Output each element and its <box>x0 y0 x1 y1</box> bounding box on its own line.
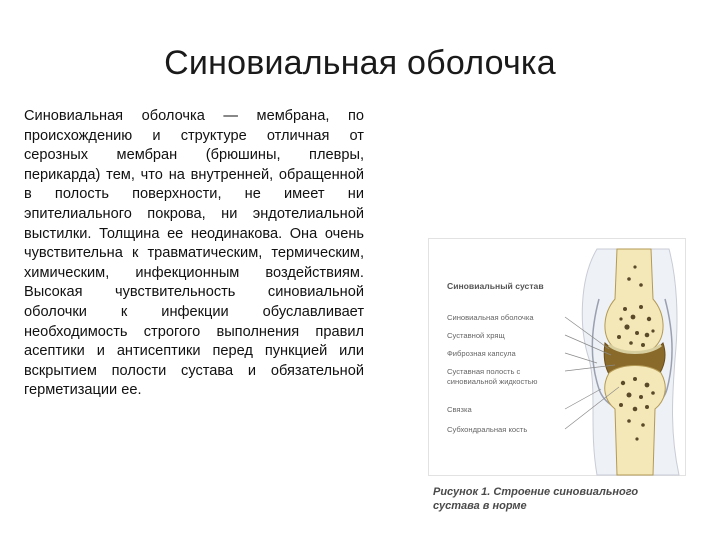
label-articular-cartilage: Суставной хрящ <box>447 331 505 340</box>
figure-header: Синовиальный сустав <box>447 281 544 291</box>
label-synovial-membrane: Синовиальная оболочка <box>447 313 534 322</box>
label-subchondral-bone: Субхондральная кость <box>447 425 528 434</box>
label-fibrous-capsule: Фиброзная капсула <box>447 349 516 358</box>
label-ligament: Связка <box>447 405 472 414</box>
body-paragraph: Синовиальная оболочка — мембрана, по происхождению и структуре отличная от серозных мембран (брюшины, плевры, перикарда) тем, что на внутренней, обращенной в полость поверхности, не имеет ни эпителиального покрова, ни эндотелиальной выстилки. Толщина ее неодинакова. Она очень чувствительна к травматическим, термическим, химическим, инфекционным воздействиям. Высокая чувствительность синовиальной оболочки к инфекции обуславливает необходимость строгого выполнения правил асептики и антисептики перед пункцией или вскрытием полости сустава и обязательной герметизации ее. <box>24 108 364 399</box>
slide-title: Синовиальная оболочка <box>164 44 556 82</box>
label-joint-cavity: Суставная полость с синовиальной жидкостью <box>447 367 538 386</box>
joint-figure <box>428 238 686 476</box>
figure-caption: Рисунок 1. Строение синовиального сустава в норме <box>433 486 639 512</box>
